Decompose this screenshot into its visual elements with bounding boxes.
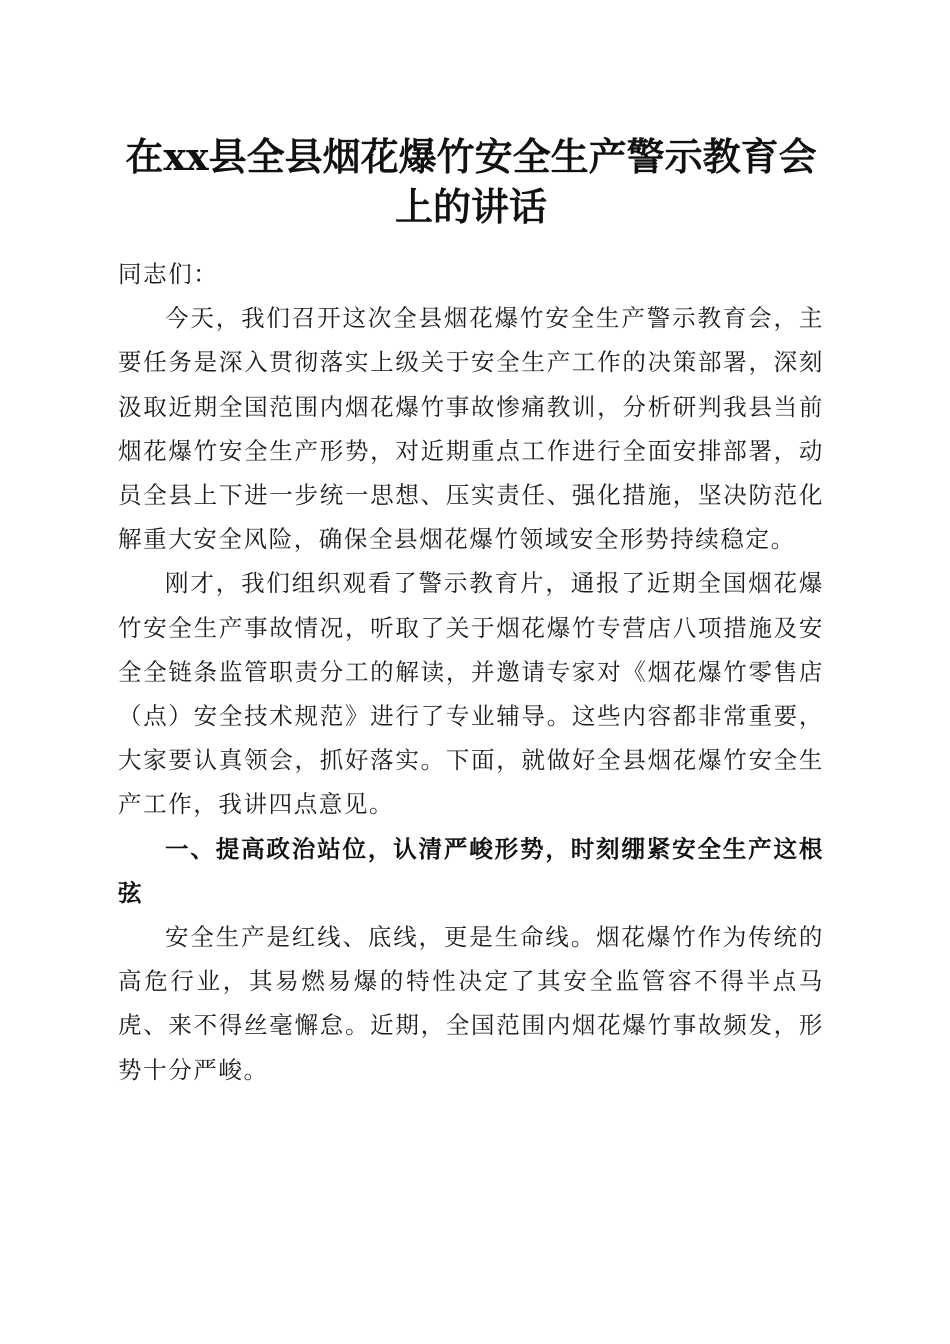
- document-body: [118, 252, 824, 1092]
- paragraph-overview: 刚才，我们组织观看了警示教育片，通报了近期全国烟花爆竹安全生产事故情况，听取了关于烟花爆竹专营店八项措施及安全全链条监管职责分工的解读，并邀请专家对《烟花爆竹零售店（点）安全技术规范》进行了专业辅导。这些内容都非常重要，大家要认真领会，抓好落实。下面，就做好全县烟花爆竹安全生产工作，我讲四点意见。: [118, 569, 824, 819]
- section-paragraph-1: 安全生产是红线、底线，更是生命线。烟花爆竹作为传统的高危行业，其易燃易爆的特性决定了其安全监管容不得半点马虎、来不得丝毫懈怠。近期，全国范围内烟花爆竹事故频发，形势十分严峻。: [118, 923, 824, 1084]
- document-title: 在xx县全县烟花爆竹安全生产警示教育会上的讲话: [125, 134, 817, 229]
- paragraph-intro: 今天，我们召开这次全县烟花爆竹安全生产警示教育会，主要任务是深入贯彻落实上级关于安全生产工作的决策部署，深刻汲取近期全国范围内烟花爆竹事故惨痛教训，分析研判我县当前烟花爆竹安全生产形势，对近期重点工作进行全面安排部署，动员全县上下进一步统一思想、压实责任、强化措施，坚决防范化解重大安全风险，确保全县烟花爆竹领域安全形势持续稳定。: [118, 304, 824, 554]
- section-heading-1: 一、提高政治站位，认清严峻形势，时刻绷紧安全生产这根弦: [118, 834, 824, 907]
- salutation: 同志们：: [118, 260, 219, 288]
